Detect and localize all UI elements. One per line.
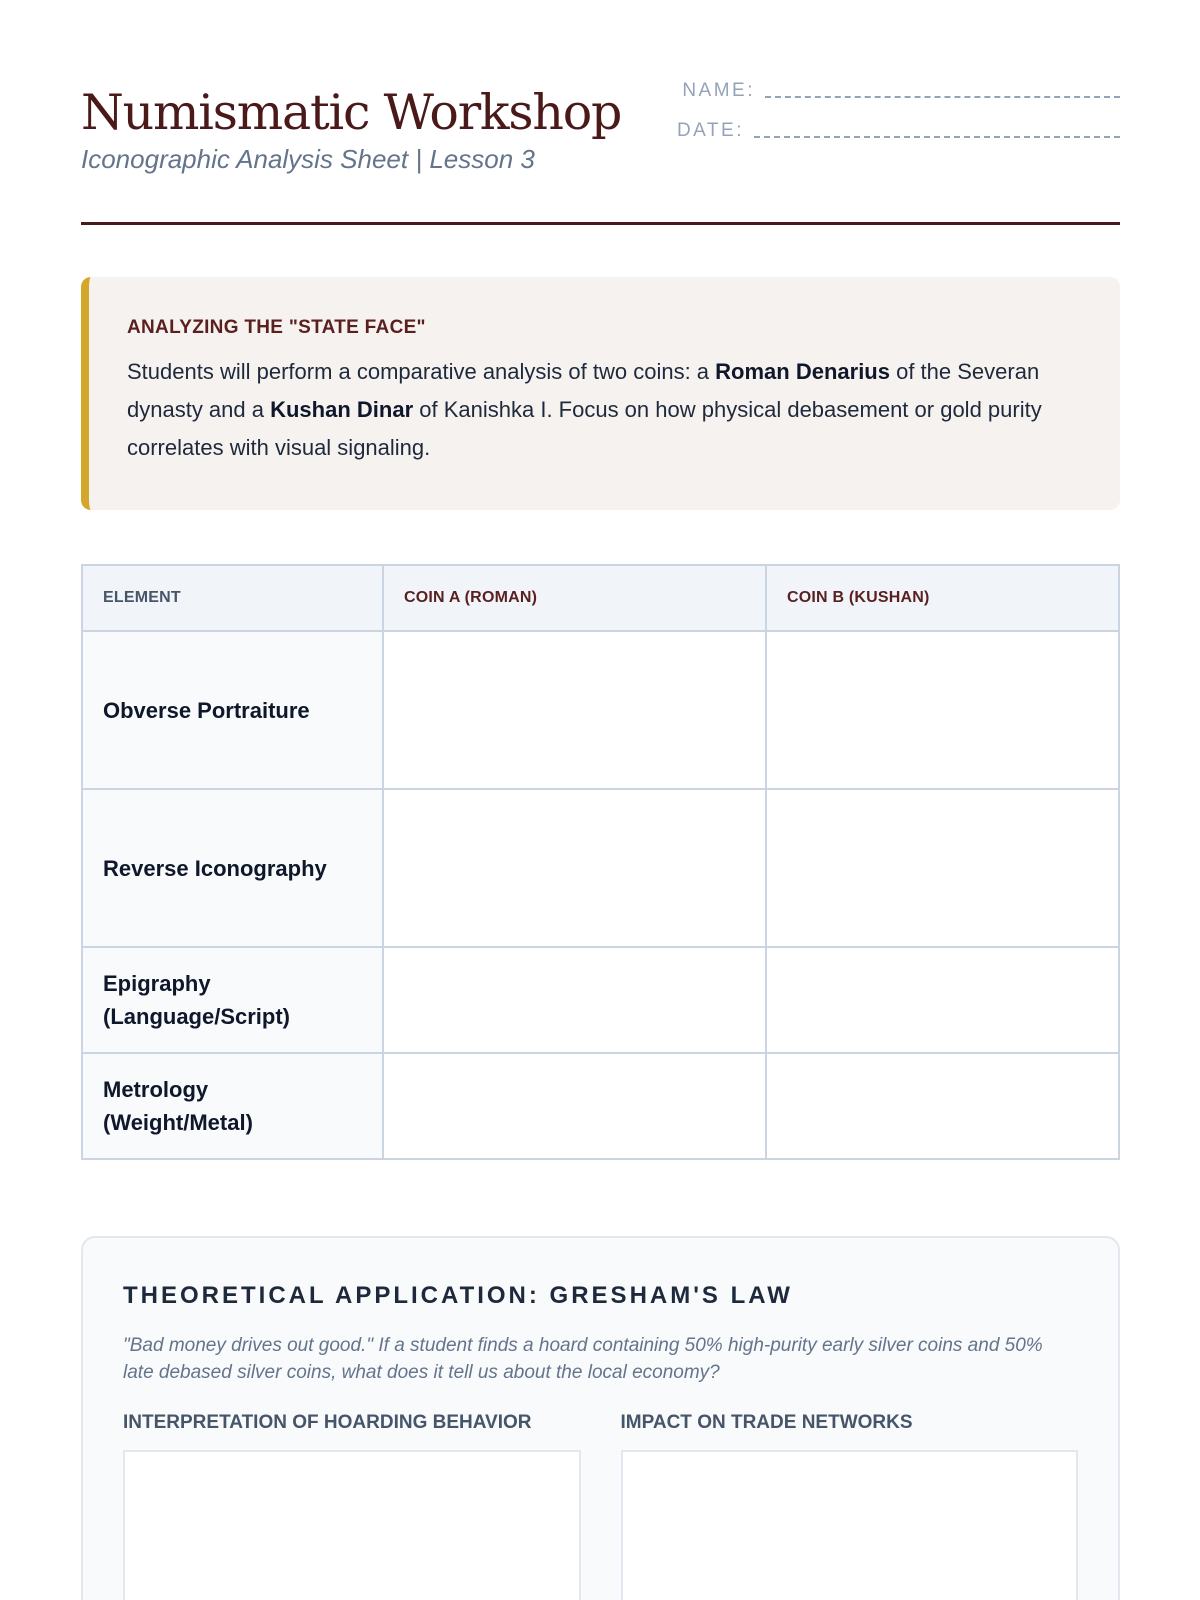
- date-field[interactable]: [677, 120, 1120, 142]
- coin-a-answer-cell[interactable]: [383, 789, 766, 947]
- callout-body: [127, 353, 1080, 467]
- table-row: [82, 947, 1119, 1053]
- row-label: Metrology (Weight/Metal): [82, 1053, 383, 1159]
- header-coin-a: COIN A (ROMAN): [383, 565, 766, 631]
- callout-text-2: of the Severan dynasty and a: [127, 359, 1040, 422]
- name-label: NAME:: [682, 80, 755, 101]
- date-label: DATE:: [676, 120, 744, 141]
- callout-text-3: of Kanishka I. Focus on how physical debasement or gold purity correlates with visual signaling.: [127, 397, 1042, 460]
- hoarding-answer-label: INTERPRETATION OF HOARDING BEHAVIOR: [123, 1412, 532, 1433]
- theory-title: THEORETICAL APPLICATION: GRESHAM'S LAW: [123, 1282, 793, 1309]
- coin-b-answer-cell[interactable]: [766, 947, 1119, 1053]
- date-line[interactable]: [754, 136, 1120, 138]
- callout-heading: ANALYZING THE "STATE FACE": [127, 317, 426, 338]
- table-row: [82, 789, 1119, 947]
- row-label: Epigraphy (Language/Script): [82, 947, 383, 1053]
- coin-b-answer-cell[interactable]: [766, 789, 1119, 947]
- coin-b-answer-cell[interactable]: [766, 631, 1119, 789]
- theory-section: [81, 1236, 1120, 1600]
- coin-a-answer-cell[interactable]: [383, 1053, 766, 1159]
- hoarding-answer-box[interactable]: [123, 1450, 581, 1600]
- intro-callout: [81, 277, 1120, 510]
- answer-columns: [123, 1412, 1078, 1600]
- page-subtitle: Iconographic Analysis Sheet | Lesson 3: [81, 144, 535, 174]
- page-title: Numismatic Workshop: [81, 84, 622, 141]
- coin-a-answer-cell[interactable]: [383, 947, 766, 1053]
- name-field[interactable]: [682, 80, 1120, 102]
- hoarding-answer-column: [123, 1412, 581, 1600]
- row-label: Obverse Portraiture: [82, 631, 383, 789]
- header-element: ELEMENT: [82, 565, 383, 631]
- header-coin-b: COIN B (KUSHAN): [766, 565, 1119, 631]
- coin-a-answer-cell[interactable]: [383, 631, 766, 789]
- trade-answer-label: IMPACT ON TRADE NETWORKS: [620, 1412, 913, 1433]
- table-row: [82, 1053, 1119, 1159]
- callout-text-1: Students will perform a comparative analysis of two coins: a: [127, 359, 716, 384]
- table-row: [82, 631, 1119, 789]
- trade-answer-box[interactable]: [621, 1450, 1079, 1600]
- table-header-row: [82, 565, 1119, 631]
- coin-b-answer-cell[interactable]: [766, 1053, 1119, 1159]
- trade-answer-column: [621, 1412, 1079, 1600]
- name-line[interactable]: [765, 96, 1120, 98]
- coin-a-name: Roman Denarius: [715, 359, 890, 384]
- row-label: Reverse Iconography: [82, 789, 383, 947]
- coin-b-name: Kushan Dinar: [270, 397, 414, 422]
- theory-quote: "Bad money drives out good." If a student finds a hoard containing 50% high-purity early silver coins and 50% late debased silver coins, what does it tell us about the local economy?: [123, 1335, 1043, 1383]
- worksheet-header: [81, 78, 1120, 225]
- comparison-table: [81, 564, 1120, 1160]
